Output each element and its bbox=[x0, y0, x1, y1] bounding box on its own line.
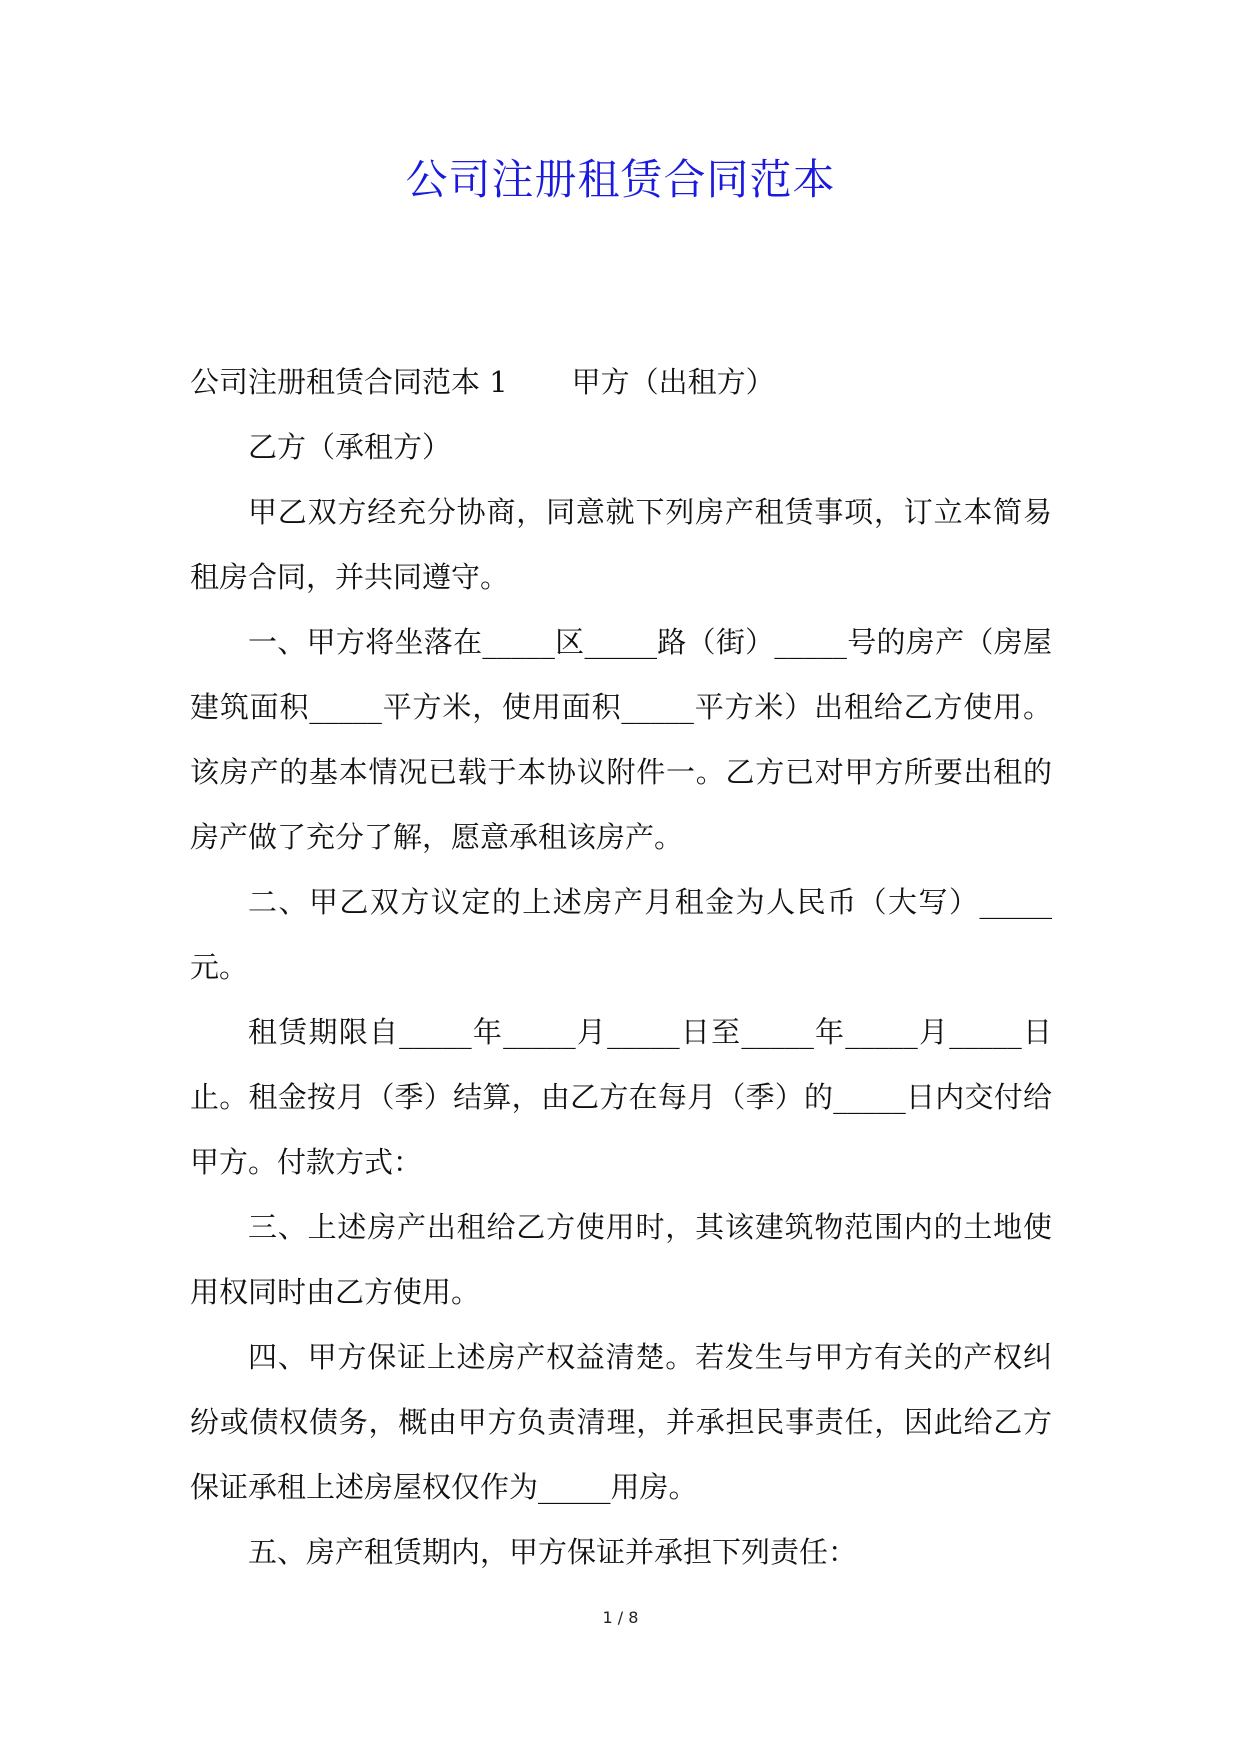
paragraph: 四、甲方保证上述房产权益清楚。若发生与甲方有关的产权纠纷或债权债务，概由甲方负责清理，并承担民事责任，因此给乙方保证承租上述房屋权仅作为_____用房。 bbox=[190, 1340, 1052, 1504]
paragraph: 二、甲乙双方议定的上述房产月租金为人民币（大写）_____元。 bbox=[190, 885, 1052, 984]
document-title: 公司注册租赁合同范本 bbox=[405, 155, 836, 204]
party-a-label: 甲方（出租方） bbox=[571, 365, 775, 399]
paragraph: 乙方（承租方） bbox=[248, 430, 452, 464]
paragraph: 三、上述房产出租给乙方使用时，其该建筑物范围内的土地使用权同时由乙方使用。 bbox=[190, 1210, 1052, 1309]
paragraph: 甲乙双方经充分协商，同意就下列房产租赁事项，订立本简易租房合同，并共同遵守。 bbox=[190, 495, 1052, 594]
paragraph: 一、甲方将坐落在_____区_____路（街）_____号的房产（房屋建筑面积_____平方米，使用面积_____平方米）出租给乙方使用。该房产的基本情况已载于本协议附件一。乙方已对甲方所要出租的房产做了充分了解，愿意承租该房产。 bbox=[190, 625, 1052, 854]
paragraph: 租赁期限自_____年_____月_____日至_____年_____月_____日止。租金按月（季）结算，由乙方在每月（季）的_____日内交付给甲方。付款方式： bbox=[190, 1015, 1052, 1179]
contract-label: 公司注册租赁合同范本 1 bbox=[190, 365, 508, 399]
document-body bbox=[190, 350, 1052, 1585]
paragraph: 五、房产租赁期内，甲方保证并承担下列责任： bbox=[248, 1535, 858, 1569]
page-number: 1 / 8 bbox=[602, 1608, 639, 1627]
heading-line bbox=[190, 350, 1052, 415]
